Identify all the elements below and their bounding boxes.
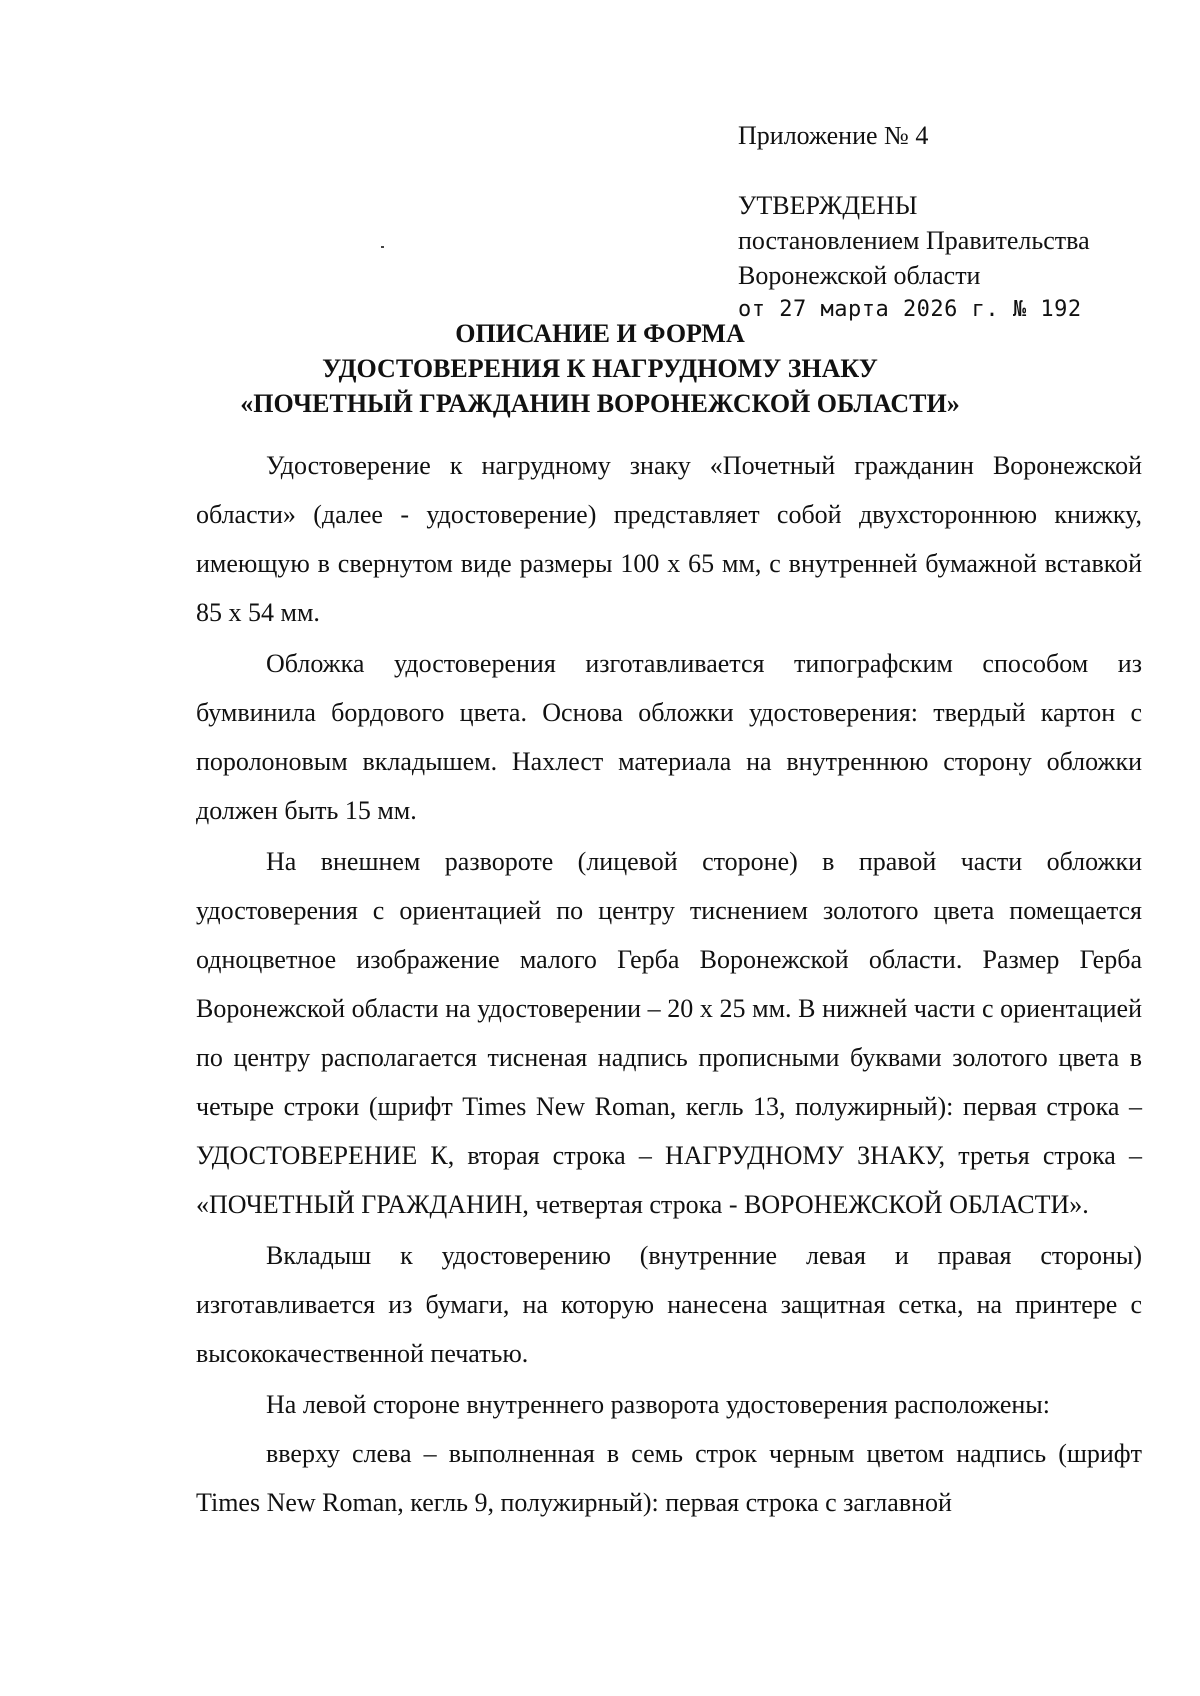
heading-line-1: ОПИСАНИЕ И ФОРМА [455, 319, 745, 348]
region-label: Воронежской области [738, 261, 981, 290]
decree-label: постановлением Правительства [738, 226, 1090, 255]
document-heading [150, 316, 1050, 421]
appendix-label: Приложение № 4 [738, 121, 929, 150]
heading-line-3: «ПОЧЕТНЫЙ ГРАЖДАНИН ВОРОНЕЖСКОЙ ОБЛАСТИ» [240, 389, 960, 418]
approval-block [738, 118, 1168, 327]
paragraph: Удостоверение к нагрудному знаку «Почетный гражданин Воронежской области» (далее - удостоверение) представляет собой двухстороннюю книжку, имеющую в свернутом виде размеры 100 х 65 мм, с внутренней бумажной вставкой 85 х 54 мм. [196, 451, 1142, 627]
paragraph: Вкладыш к удостоверению (внутренние левая и правая стороны) изготавливается из бумаги, на которую нанесена защитная сетка, на принтере с высококачественной печатью. [196, 1241, 1142, 1368]
approved-label: УТВЕРЖДЕНЫ [738, 191, 918, 220]
paragraph: На левой стороне внутреннего разворота удостоверения расположены: [266, 1390, 1050, 1419]
decree-date-number: от 27 марта 2026 г. № 192 [738, 297, 1082, 322]
paragraph: На внешнем развороте (лицевой стороне) в правой части обложки удостоверения с ориентацией по центру тиснением золотого цвета помещается одноцветное изображение малого Герба Воронежской области. Размер Герба Воронежской области на удостоверении – 20 х 25 мм. В нижней части с ориентацией по центру располагается тисненая надпись прописными буквами золотого цвета в четыре строки (шрифт Times New Roman, кегль 13, полужирный): первая строка – УДОСТОВЕРЕНИЕ К, вторая строка – НАГРУДНОМУ ЗНАКУ, третья строка – «ПОЧЕТНЫЙ ГРАЖДАНИН, четвертая строка - ВОРОНЕЖСКОЙ ОБЛАСТИ». [196, 847, 1142, 1219]
document-body [196, 441, 1142, 1529]
paragraph: Обложка удостоверения изготавливается типографским способом из бумвинила бордового цвета. Основа обложки удостоверения: твердый картон с поролоновым вкладышем. Нахлест материала на внутреннюю сторону обложки должен быть 15 мм. [196, 649, 1142, 825]
heading-line-2: УДОСТОВЕРЕНИЯ К НАГРУДНОМУ ЗНАКУ [322, 354, 878, 383]
paragraph: вверху слева – выполненная в семь строк черным цветом надпись (шрифт Times New Roman, кегль 9, полужирный): первая строка с заглавной [196, 1439, 1142, 1517]
scan-speck [381, 246, 384, 248]
